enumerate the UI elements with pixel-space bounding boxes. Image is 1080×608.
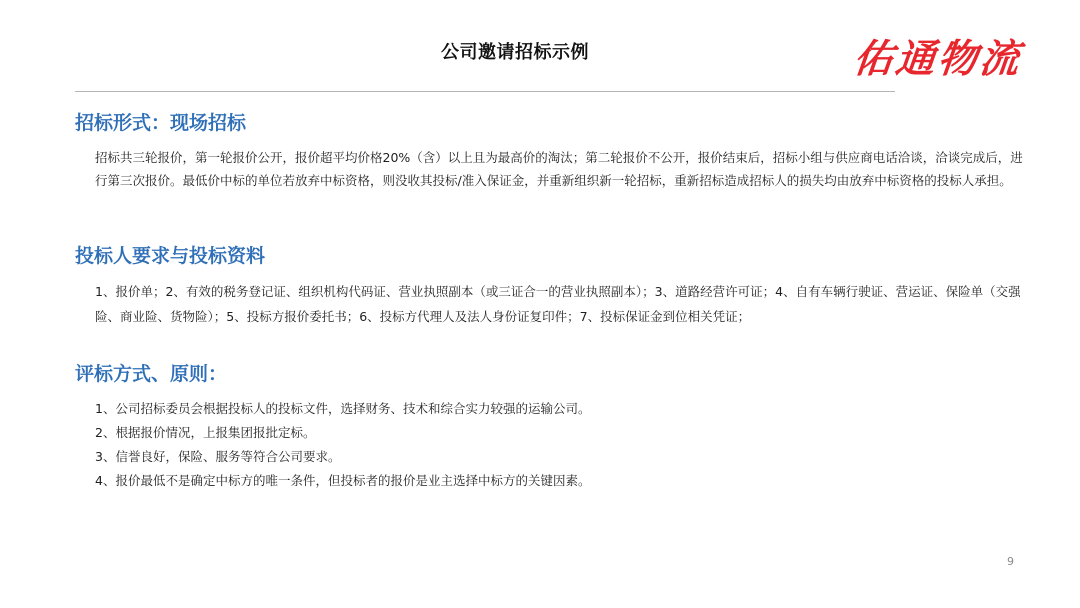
section-bidder-requirements (75, 243, 1025, 329)
section-heading-bidding-format: 招标形式：现场招标 (75, 112, 247, 134)
evaluation-list (95, 397, 1025, 493)
list-item: 4、报价最低不是确定中标方的唯一条件，但投标者的报价是业主选择中标方的关键因素。 (95, 473, 591, 488)
list-item: 1、公司招标委员会根据投标人的投标文件，选择财务、技术和综合实力较强的运输公司。 (95, 401, 591, 416)
header-divider (75, 91, 895, 92)
list-item: 2、根据报价情况，上报集团报批定标。 (95, 425, 316, 440)
list-item: 3、信誉良好，保险、服务等符合公司要求。 (95, 449, 341, 464)
page-number: 9 (1007, 555, 1014, 568)
section-evaluation (75, 361, 1025, 493)
section-heading-bidder-requirements: 投标人要求与投标资料 (75, 245, 266, 267)
section-heading-evaluation: 评标方式、原则： (75, 363, 228, 385)
page-title: 公司邀请招标示例 (441, 42, 589, 63)
section-body-bidding-format: 招标共三轮报价，第一轮报价公开，报价超平均价格20%（含）以上且为最高价的淘汰；第二轮报价不公开，报价结束后，招标小组与供应商电话洽谈，洽谈完成后，进行第三次报价。最低价中标的单位若放弃中标资格，则没收其投标/准入保证金，并重新组织新一轮招标，重新招标造成招标人的损失均由放弃中标资格的投标人承担。 (95, 150, 1023, 188)
section-body-bidder-requirements: 1、报价单；2、有效的税务登记证、组织机构代码证、营业执照副本（或三证合一的营业执照副本）；3、道路经营许可证；4、自有车辆行驶证、营运证、保险单（交强险、商业险、货物险）；5、投标方报价委托书；6、投标方代理人及法人身份证复印件；7、投标保证金到位相关凭证； (95, 284, 1021, 324)
company-logo: 佑通物流 (851, 37, 1024, 82)
section-bidding-format (75, 110, 1025, 192)
